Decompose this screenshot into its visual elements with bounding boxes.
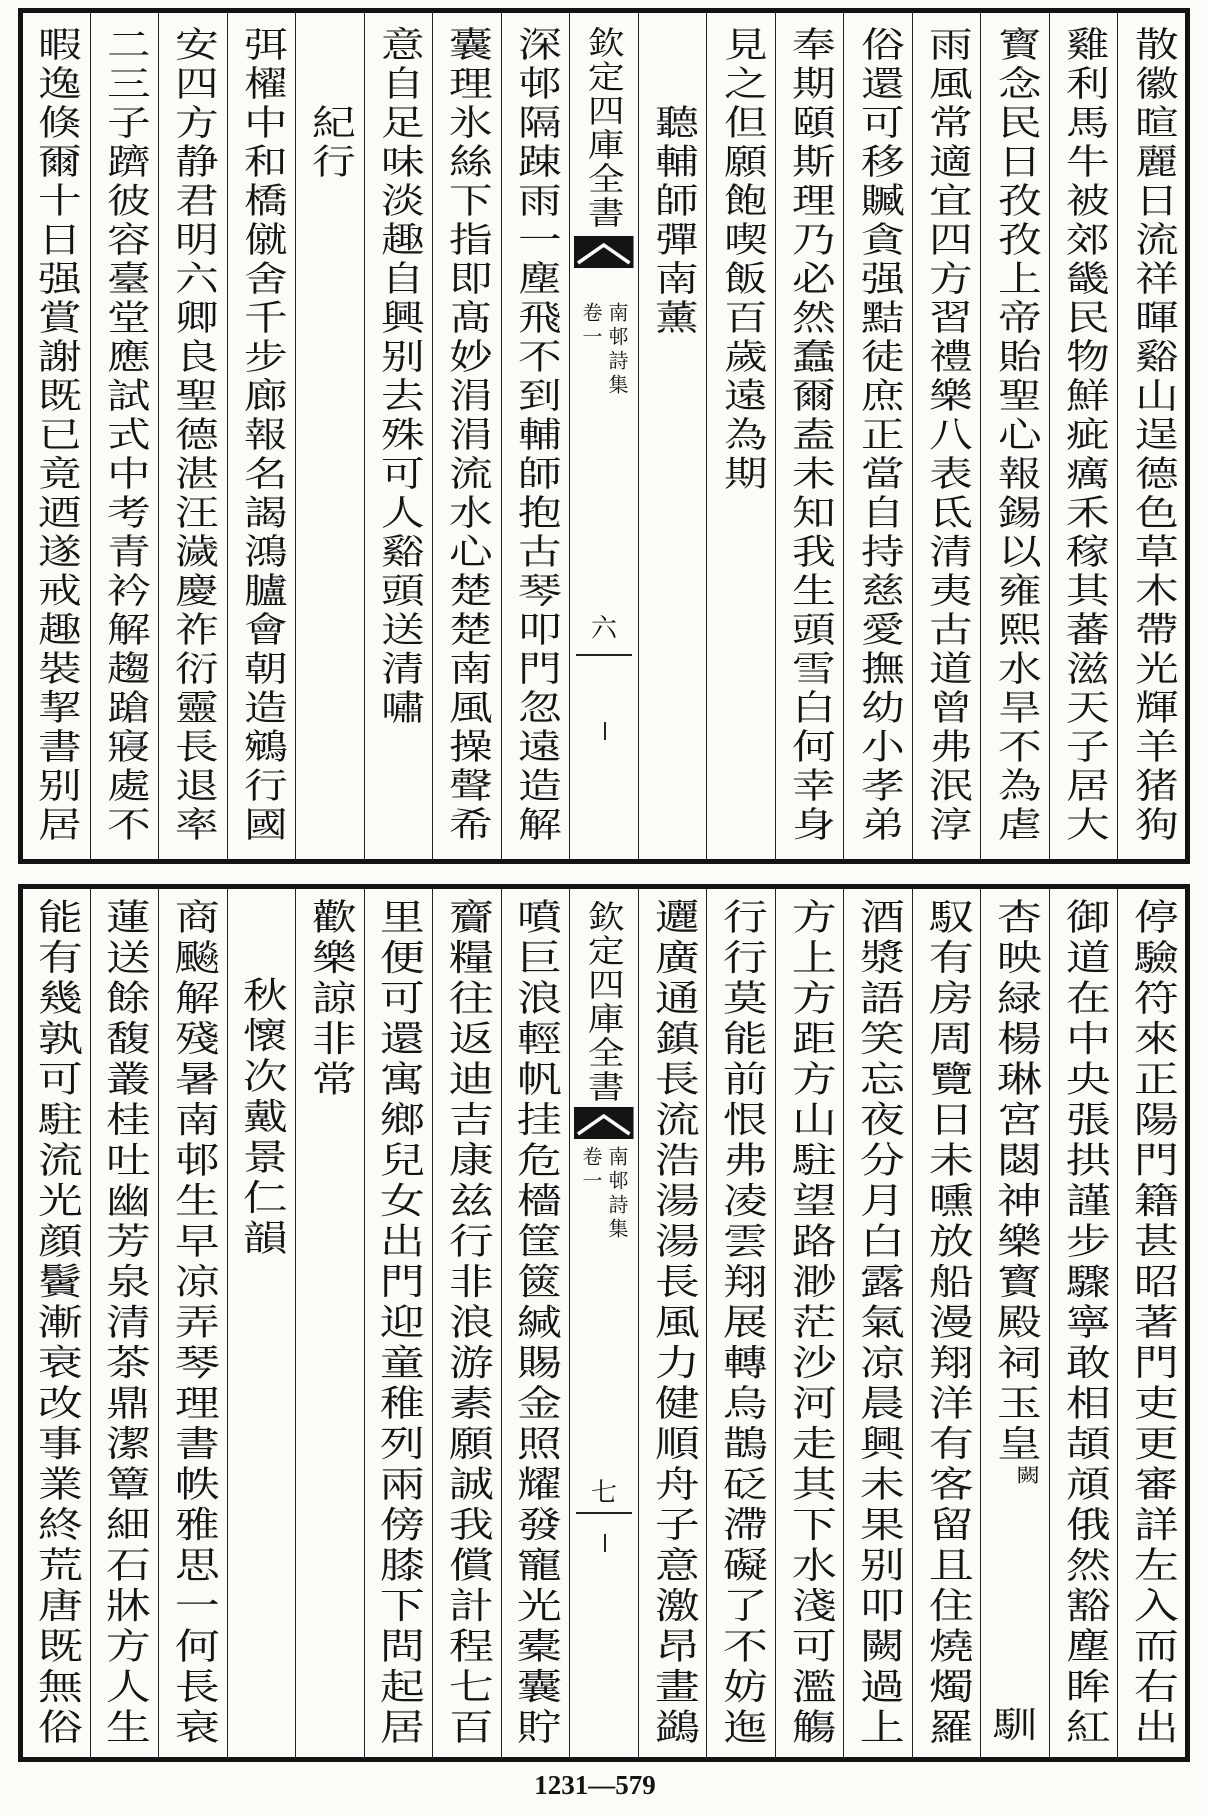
column-text: 里便可還寓鄉兒女出門迎童稚列兩傍膝下問起居	[373, 898, 425, 1749]
text-column	[638, 888, 707, 1758]
banner-tick	[604, 722, 606, 740]
column-text: 囊理氷絲下指即髙妙涓涓流水心楚楚南風操聲希	[442, 26, 493, 845]
text-column	[775, 12, 844, 860]
column-text: 暇逸倏爾十日强賞謝既已竟迺遂戒趣裝挈書别居	[31, 26, 82, 845]
text-column	[706, 888, 775, 1758]
volume-label: 卷一	[578, 1146, 603, 1194]
text-column	[1117, 888, 1186, 1758]
text-column	[843, 12, 912, 860]
page-footer-number: 1231—579	[534, 1770, 656, 1800]
column-text-group	[990, 898, 1042, 1484]
collection-title: 欽定四庫全書	[582, 900, 626, 1104]
column-text: 寳念民日孜孜上帝貽聖心報錫以雍熙水旱不為虐	[990, 26, 1041, 845]
text-column-with-lacuna	[980, 888, 1049, 1758]
text-column	[90, 12, 159, 860]
text-column	[295, 888, 364, 1758]
column-text: 停驗符來正陽門籍甚昭著門吏更審詳左入而右出	[1127, 898, 1179, 1749]
banner-tick	[604, 1534, 606, 1552]
text-column	[1049, 12, 1118, 860]
column-text: 杏映緑楊琳宮閟神樂寳殿祠玉皇	[990, 898, 1042, 1465]
page-number: 六	[590, 614, 617, 644]
column-text: 雨風常適宜四方習禮樂八表氐清夷古道曾弗泯淳	[922, 26, 973, 845]
column-text: 歡樂諒非常	[304, 898, 357, 1101]
text-column	[501, 12, 570, 860]
column-text: 御道在中央張拱謹步驟寧敢相頡頏俄然豁塵眸紅	[1058, 898, 1110, 1749]
banner-subtitle	[570, 302, 638, 398]
column-text: 邐廣通鎮長流浩湯湯長風力健順舟子意激昂畫鷁	[647, 898, 699, 1749]
column-text: 齎糧往返迪吉康兹行非浪游素願誠我償計程七百	[441, 898, 494, 1749]
fishtail-ornament-icon	[574, 236, 634, 268]
column-text: 二三子躋彼容臺堂應試式中考青衿解趨蹌寢處不	[99, 26, 150, 845]
column-text: 行行莫能前恨弗凌雲翔展轉烏鵲砭滯礙了不妨迤	[716, 898, 768, 1749]
text-column	[158, 888, 227, 1758]
poem-title: 聽輔師彈南薰	[648, 104, 699, 338]
text-column	[501, 888, 570, 1758]
column-text: 馭有房周覽日未曛放船漫翔洋有客留且住燒燭羅	[921, 898, 973, 1749]
banner-column	[569, 12, 638, 860]
text-column	[364, 888, 433, 1758]
text-column	[706, 12, 775, 860]
fishtail-ornament-icon	[574, 1107, 634, 1139]
poem-title: 秋懷次戴景仁韻	[236, 976, 288, 1260]
column-text: 方上方距方山駐望路渺茫沙河走其下水淺可濫觴	[784, 898, 836, 1749]
banner-subtitle	[570, 1146, 638, 1242]
text-column	[980, 12, 1049, 860]
column-text: 深邨隔踈雨一塵飛不到輔師抱古琴叩門忽遠造解	[511, 26, 562, 845]
text-column	[843, 888, 912, 1758]
text-column	[775, 888, 844, 1758]
text-column	[227, 12, 296, 860]
banner-rule	[576, 654, 632, 656]
book-title: 南邨詩集	[604, 302, 629, 398]
text-column	[22, 12, 90, 860]
column-text: 商飈解殘暑南邨生早凉弄琴理書帙雅思一何長衰	[167, 898, 220, 1749]
text-column	[22, 888, 90, 1758]
book-title: 南邨詩集	[604, 1146, 629, 1242]
text-column	[912, 12, 981, 860]
title-column	[227, 888, 296, 1758]
text-column	[90, 888, 159, 1758]
upper-leaf	[18, 8, 1190, 864]
text-column	[432, 12, 501, 860]
collection-title: 欽定四庫全書	[582, 26, 626, 230]
text-column	[432, 888, 501, 1758]
banner-column	[569, 888, 638, 1758]
column-text: 雞利馬牛被郊畿民物鮮疵癘禾稼其蕃滋天子居大	[1059, 26, 1110, 845]
column-text: 見之但願飽喫飯百歲遠為期	[716, 26, 767, 494]
column-text: 酒漿語笑忘夜分月白露氣凉晨興未果别叩闕過上	[853, 898, 905, 1749]
column-text: 奉期頤斯理乃必然蠢爾盍未知我生頭雪白何幸身	[785, 26, 836, 845]
column-text: 俗還可移贓貪强黠徒庶正當自持慈愛撫幼小孝弟	[853, 26, 904, 845]
text-column	[1049, 888, 1118, 1758]
column-text: 意自足味淡趣自興别去殊可人谿頭送清嘯	[374, 26, 425, 728]
title-column	[295, 12, 364, 860]
text-column	[1117, 12, 1186, 860]
title-column	[638, 12, 707, 860]
column-text: 弭櫂中和橋僦舍千步廊報名謁鴻臚會朝造鵷行國	[236, 26, 287, 845]
text-column	[364, 12, 433, 860]
text-column	[158, 12, 227, 860]
lower-leaf	[18, 884, 1190, 1762]
column-text: 噴巨浪輕帆挂危檣筐篋緘賜金照耀發寵光橐囊貯	[510, 898, 562, 1749]
lacuna-note: 闕	[1012, 1465, 1041, 1484]
column-text: 蓮送餘馥叢桂吐幽芳泉清茶鼎潔簟細石牀方人生	[99, 898, 151, 1749]
text-column	[912, 888, 981, 1758]
column-text: 散徽暄麗日流祥暉谿山逞德色草木帶光輝羊猪狗	[1127, 26, 1178, 845]
column-tail-char: 馴	[992, 1705, 1038, 1746]
volume-label: 卷一	[578, 302, 603, 350]
column-text: 安四方静君明六卿良聖德湛汪濊慶祚衍靈長退率	[168, 26, 219, 845]
page-number: 七	[590, 1478, 617, 1508]
poem-title: 紀行	[305, 104, 356, 182]
column-text: 能有幾孰可駐流光顔鬢漸衰改事業終荒唐既無俗	[30, 898, 82, 1749]
banner-rule	[576, 1512, 632, 1514]
